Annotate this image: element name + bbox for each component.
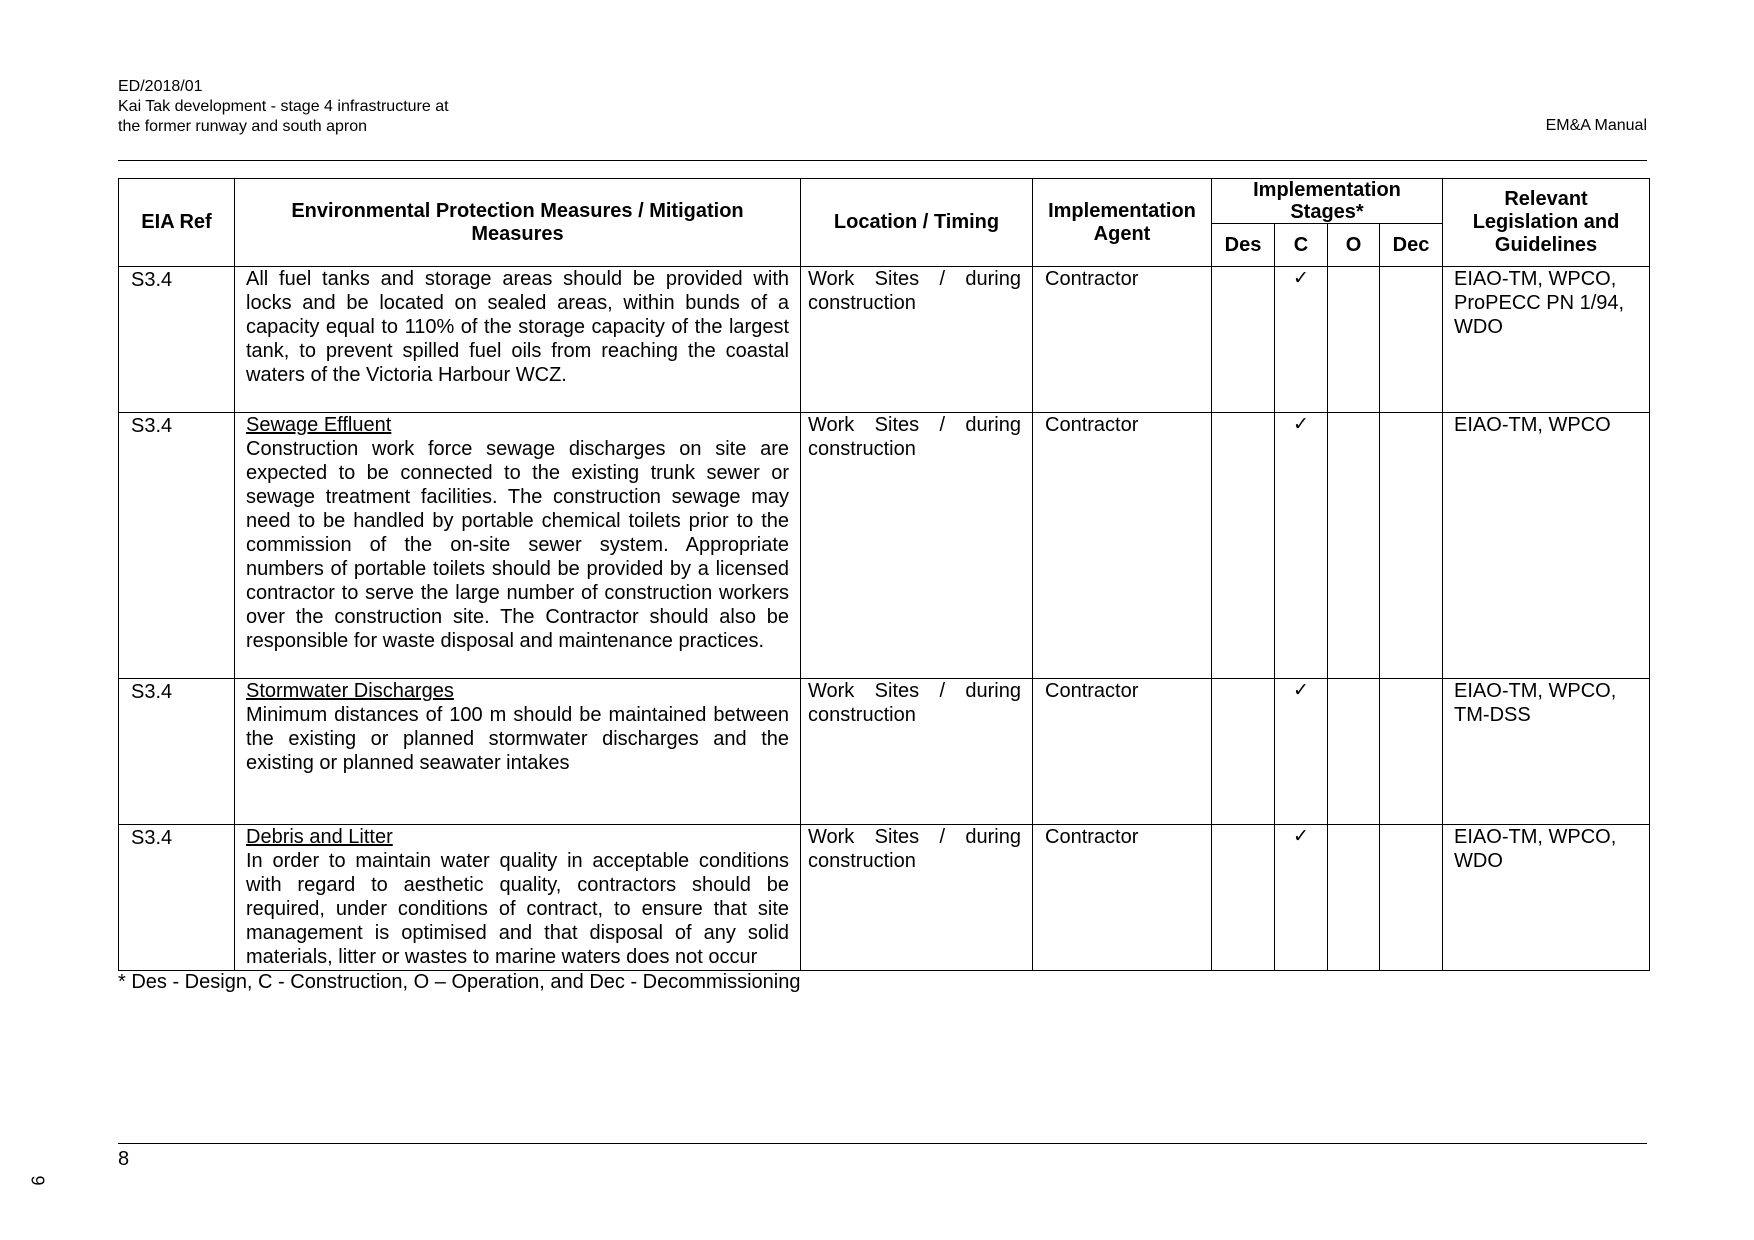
col-header-agent: Implementation Agent — [1033, 179, 1212, 267]
stage-dec-cell — [1380, 679, 1443, 825]
measure-heading: Debris and Litter — [246, 826, 393, 848]
col-header-location: Location / Timing — [801, 179, 1033, 267]
stage-dec-cell — [1380, 413, 1443, 679]
footer-rule — [118, 1143, 1647, 1144]
stage-o-cell — [1328, 825, 1380, 971]
location-cell — [801, 413, 1033, 679]
location-cell — [801, 825, 1033, 971]
agent-cell: Contractor — [1033, 267, 1212, 413]
stage-des-cell — [1212, 267, 1275, 413]
measure-heading: Stormwater Discharges — [246, 680, 454, 702]
table-row — [119, 267, 1650, 413]
stage-des-cell — [1212, 413, 1275, 679]
stage-c-check: ✓ — [1275, 825, 1328, 971]
stage-c-check: ✓ — [1275, 267, 1328, 413]
eia-ref-cell: S3.4 — [119, 413, 235, 679]
header-row — [119, 179, 1650, 224]
stage-dec-cell — [1380, 267, 1443, 413]
col-header-dec: Dec — [1380, 224, 1443, 267]
stage-o-cell — [1328, 413, 1380, 679]
legislation-cell: EIAO-TM, WPCO, ProPECC PN 1/94, WDO — [1443, 267, 1650, 413]
location-line2: construction — [808, 438, 916, 460]
location-line2: construction — [808, 850, 916, 872]
measure-cell — [235, 825, 801, 971]
page-number: 8 — [118, 1148, 130, 1170]
measure-text: Minimum distances of 100 m should be maintained between the existing or planned stormwater discharges and the existing or planned seawater intakes — [246, 704, 789, 774]
measure-text: In order to maintain water quality in acceptable conditions with regard to aesthetic quality, contractors should be required, under conditions of contract, to ensure that site management is optimised and that disposal of any solid materials, litter or wastes to marine waters does not occur — [246, 850, 789, 968]
location-cell — [801, 679, 1033, 825]
measure-cell — [235, 679, 801, 825]
location-line2: construction — [808, 292, 916, 314]
col-header-des: Des — [1212, 224, 1275, 267]
col-header-eia-ref: EIA Ref — [119, 179, 235, 267]
col-header-stages: Implementation Stages* — [1212, 179, 1443, 224]
agent-cell: Contractor — [1033, 825, 1212, 971]
location-line1: Work Sites / during — [808, 826, 1021, 848]
doc-title-line2: the former runway and south apron — [118, 118, 368, 135]
measure-text: All fuel tanks and storage areas should be provided with locks and be located on sealed areas, within bunds of a capacity equal to 110% of the storage capacity of the largest tank, to prevent spilled fuel oils from reaching the coastal waters of the Victoria Harbour WCZ. — [246, 268, 789, 386]
agent-cell: Contractor — [1033, 413, 1212, 679]
eia-ref-cell: S3.4 — [119, 267, 235, 413]
document-header — [118, 77, 449, 137]
stage-des-cell — [1212, 825, 1275, 971]
stage-des-cell — [1212, 679, 1275, 825]
agent-cell: Contractor — [1033, 679, 1212, 825]
mitigation-measures-table — [118, 178, 1650, 971]
eia-ref-cell: S3.4 — [119, 679, 235, 825]
legislation-cell: EIAO-TM, WPCO — [1443, 413, 1650, 679]
stage-footnote: * Des - Design, C - Construction, O – Operation, and Dec - Decommissioning — [118, 971, 801, 993]
stage-dec-cell — [1380, 825, 1443, 971]
table-row — [119, 825, 1650, 971]
location-cell — [801, 267, 1033, 413]
col-header-legislation: Relevant Legislation and Guidelines — [1443, 179, 1650, 267]
measure-heading: Sewage Effluent — [246, 414, 392, 436]
location-line1: Work Sites / during — [808, 268, 1021, 290]
measure-cell — [235, 267, 801, 413]
side-page-number: 9 — [27, 1175, 48, 1186]
stage-c-check: ✓ — [1275, 679, 1328, 825]
location-line1: Work Sites / during — [808, 680, 1021, 702]
doc-ref: ED/2018/01 — [118, 78, 203, 95]
table-row — [119, 679, 1650, 825]
location-line2: construction — [808, 704, 916, 726]
doc-title-line1: Kai Tak development - stage 4 infrastructure at — [118, 98, 449, 115]
col-header-c: C — [1275, 224, 1328, 267]
stage-o-cell — [1328, 679, 1380, 825]
table-row — [119, 413, 1650, 679]
legislation-cell: EIAO-TM, WPCO, WDO — [1443, 825, 1650, 971]
measure-cell — [235, 413, 801, 679]
legislation-cell: EIAO-TM, WPCO, TM-DSS — [1443, 679, 1650, 825]
col-header-measures: Environmental Protection Measures / Mitigation Measures — [235, 179, 801, 267]
location-line1: Work Sites / during — [808, 414, 1021, 436]
stage-o-cell — [1328, 267, 1380, 413]
header-rule — [118, 160, 1647, 161]
measure-text: Construction work force sewage discharges on site are expected to be connected to the existing trunk sewer or sewage treatment facilities. The construction sewage may need to be handled by portable chemical toilets prior to the commission of the on-site sewer system. Appropriate numbers of portable toilets should be provided by a licensed contractor to serve the large number of construction workers over the construction site. The Contractor should also be responsible for waste disposal and maintenance practices. — [246, 438, 789, 652]
col-header-o: O — [1328, 224, 1380, 267]
eia-ref-cell: S3.4 — [119, 825, 235, 971]
stage-c-check: ✓ — [1275, 413, 1328, 679]
manual-label: EM&A Manual — [1545, 117, 1647, 134]
